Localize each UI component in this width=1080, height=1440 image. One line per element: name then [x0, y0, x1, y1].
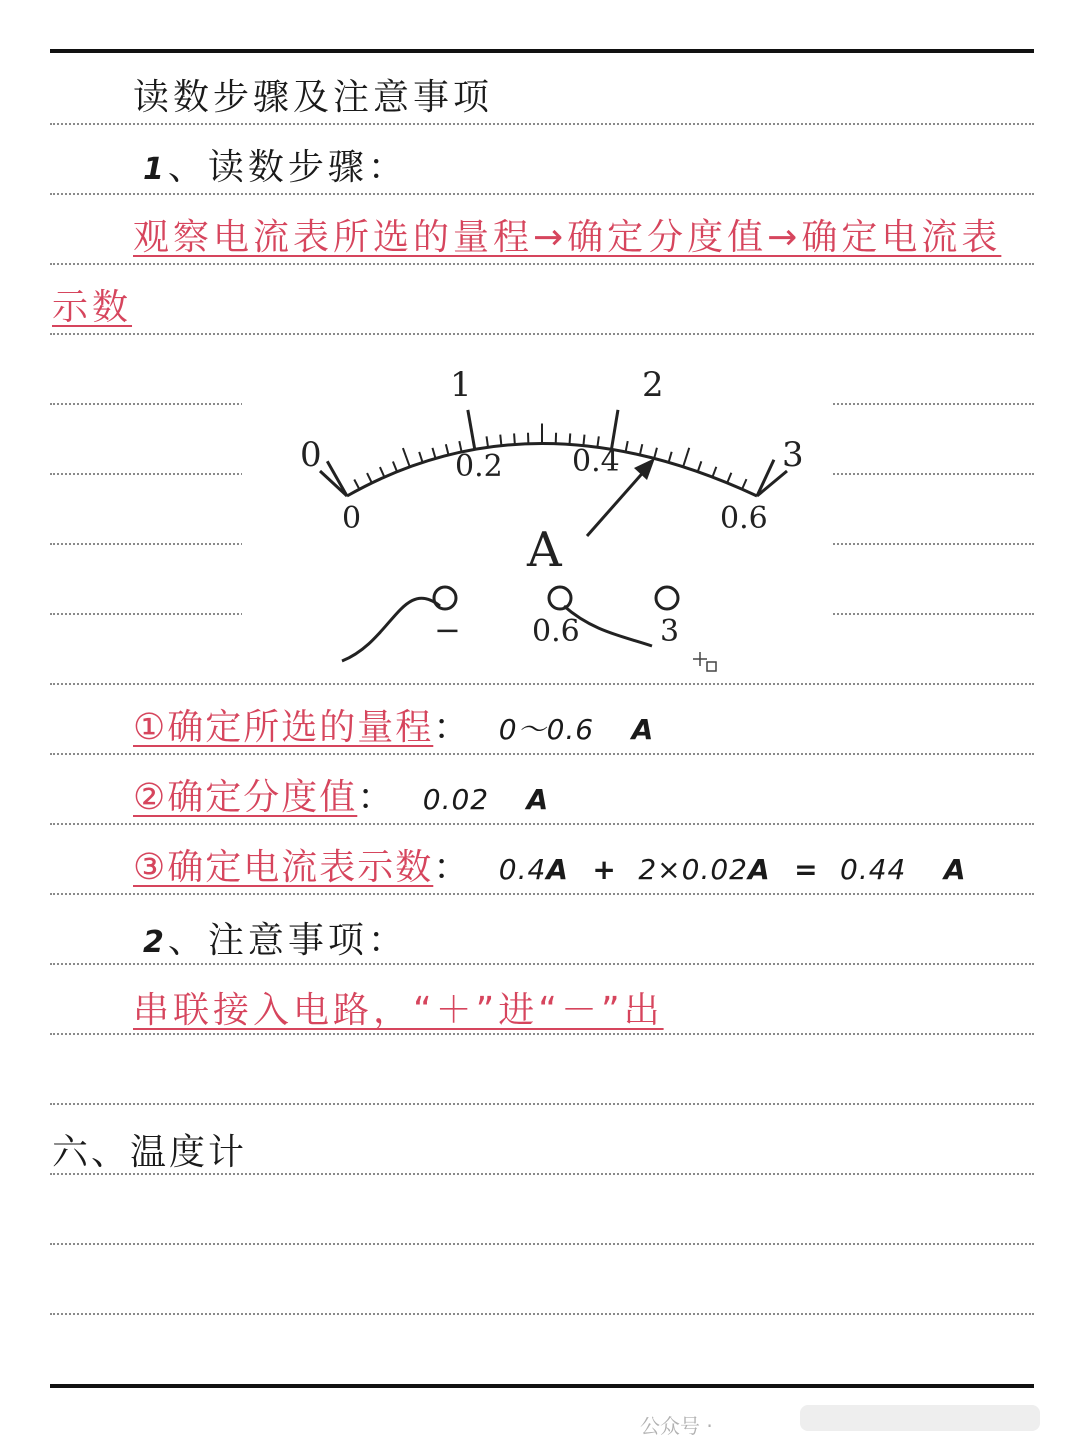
ruled-line — [50, 893, 1034, 895]
upper-label-1: 1 — [450, 365, 472, 405]
ruled-line — [50, 193, 1034, 195]
ruled-line — [50, 1243, 1034, 1245]
item3-result: 0.44 — [840, 853, 907, 886]
ruled-line — [50, 123, 1034, 125]
watermark-blur — [800, 1405, 1040, 1431]
item2-row — [133, 776, 549, 822]
scale-tick — [640, 444, 642, 455]
next-section-title: 六、温度计 — [52, 1132, 248, 1173]
item2-label: ②确定分度值 — [133, 777, 358, 818]
ruled-line — [50, 683, 1034, 685]
item3-unit1: A — [546, 853, 569, 886]
ruled-line — [50, 333, 1034, 335]
item1-value: 0～0.6 — [498, 713, 595, 746]
ruled-line — [50, 1033, 1034, 1035]
item3-row — [133, 846, 966, 892]
scale-tick — [367, 473, 372, 483]
scale-tick — [403, 448, 410, 467]
item3-label: ③确定电流表示数 — [133, 847, 434, 888]
lower-label-04: 0.4 — [572, 444, 620, 479]
ammeter-figure — [242, 356, 832, 674]
step1-heading — [143, 146, 408, 192]
needle-arrowhead — [634, 458, 655, 480]
scale-tick — [500, 435, 501, 446]
step2-line: 串联接入电路，“＋”进“－”出 — [133, 990, 664, 1031]
terminal-06 — [549, 587, 571, 609]
scale-tick — [669, 452, 672, 463]
terminal-label-06: 0.6 — [532, 614, 580, 649]
watermark-text: 公众号 · — [640, 1414, 713, 1438]
scale-tick — [626, 441, 628, 452]
scale-tick — [487, 436, 489, 447]
scale-tick — [446, 444, 449, 455]
terminal-3 — [656, 587, 678, 609]
item1-unit: A — [631, 713, 655, 746]
scale-tick — [742, 479, 746, 489]
bottom-rule — [50, 1384, 1034, 1388]
scale-tick — [354, 479, 359, 489]
cursor-box — [707, 662, 716, 671]
ruled-line — [50, 1313, 1034, 1315]
item3-equals: = — [794, 853, 819, 886]
item3-part1: 0.4 — [498, 853, 547, 886]
step1-line1: 观察电流表所选的量程→确定分度值→确定电流表 — [133, 217, 1002, 258]
scale-tick — [419, 452, 422, 462]
cursor-icon — [693, 652, 707, 666]
ammeter-dial — [242, 356, 832, 674]
ruled-line — [50, 263, 1034, 265]
terminal-label-3: 3 — [660, 614, 680, 649]
lower-label-02: 0.2 — [455, 449, 503, 484]
step2-heading — [143, 919, 408, 965]
wire-left — [342, 598, 440, 661]
lower-label-06: 0.6 — [720, 501, 768, 536]
item3-plus: + — [592, 853, 617, 886]
item3-times: × — [657, 853, 682, 886]
step1-number: 1 — [143, 152, 168, 187]
ruled-line — [50, 1103, 1034, 1105]
scale-tick — [727, 473, 731, 483]
scale-tick — [570, 433, 571, 444]
ruled-line — [50, 823, 1034, 825]
item3-colon: ： — [433, 847, 474, 888]
scale-tick — [380, 467, 384, 477]
item1-colon: ： — [433, 707, 474, 748]
step2-heading-text: 、注意事项： — [167, 920, 408, 961]
scale-tick — [654, 448, 657, 459]
scale-tick — [514, 433, 515, 444]
scale-ticks — [327, 410, 774, 496]
scale-arc — [347, 444, 757, 497]
scale-tick — [432, 448, 435, 459]
upper-label-3: 3 — [782, 435, 804, 475]
item1-label: ①确定所选的量程 — [133, 707, 434, 748]
upper-label-0: 0 — [300, 435, 322, 475]
step1-heading-text: 、读数步骤： — [167, 147, 408, 188]
section-title: 读数步骤及注意事项 — [133, 77, 494, 118]
scale-tick — [468, 410, 475, 449]
step1-line2: 示数 — [52, 287, 133, 328]
top-rule — [50, 49, 1034, 53]
scale-tick — [712, 467, 716, 477]
scale-tick — [393, 462, 397, 472]
lower-label-0: 0 — [342, 501, 362, 536]
item3-part2: 2 — [638, 853, 658, 886]
item2-unit: A — [526, 783, 550, 816]
terminal-label-minus: − — [434, 611, 461, 649]
scale-tick — [698, 461, 702, 471]
step2-number: 2 — [143, 925, 168, 960]
scale-tick — [683, 448, 689, 467]
item3-unit2: A — [747, 853, 771, 886]
item3-part3: 0.02 — [681, 853, 748, 886]
upper-label-2: 2 — [642, 365, 664, 405]
ruled-line — [50, 753, 1034, 755]
item1-row — [133, 706, 654, 752]
item2-colon: ： — [357, 777, 398, 818]
item2-value: 0.02 — [422, 783, 490, 816]
item3-unit3: A — [943, 853, 967, 886]
unit-label: A — [527, 522, 562, 578]
